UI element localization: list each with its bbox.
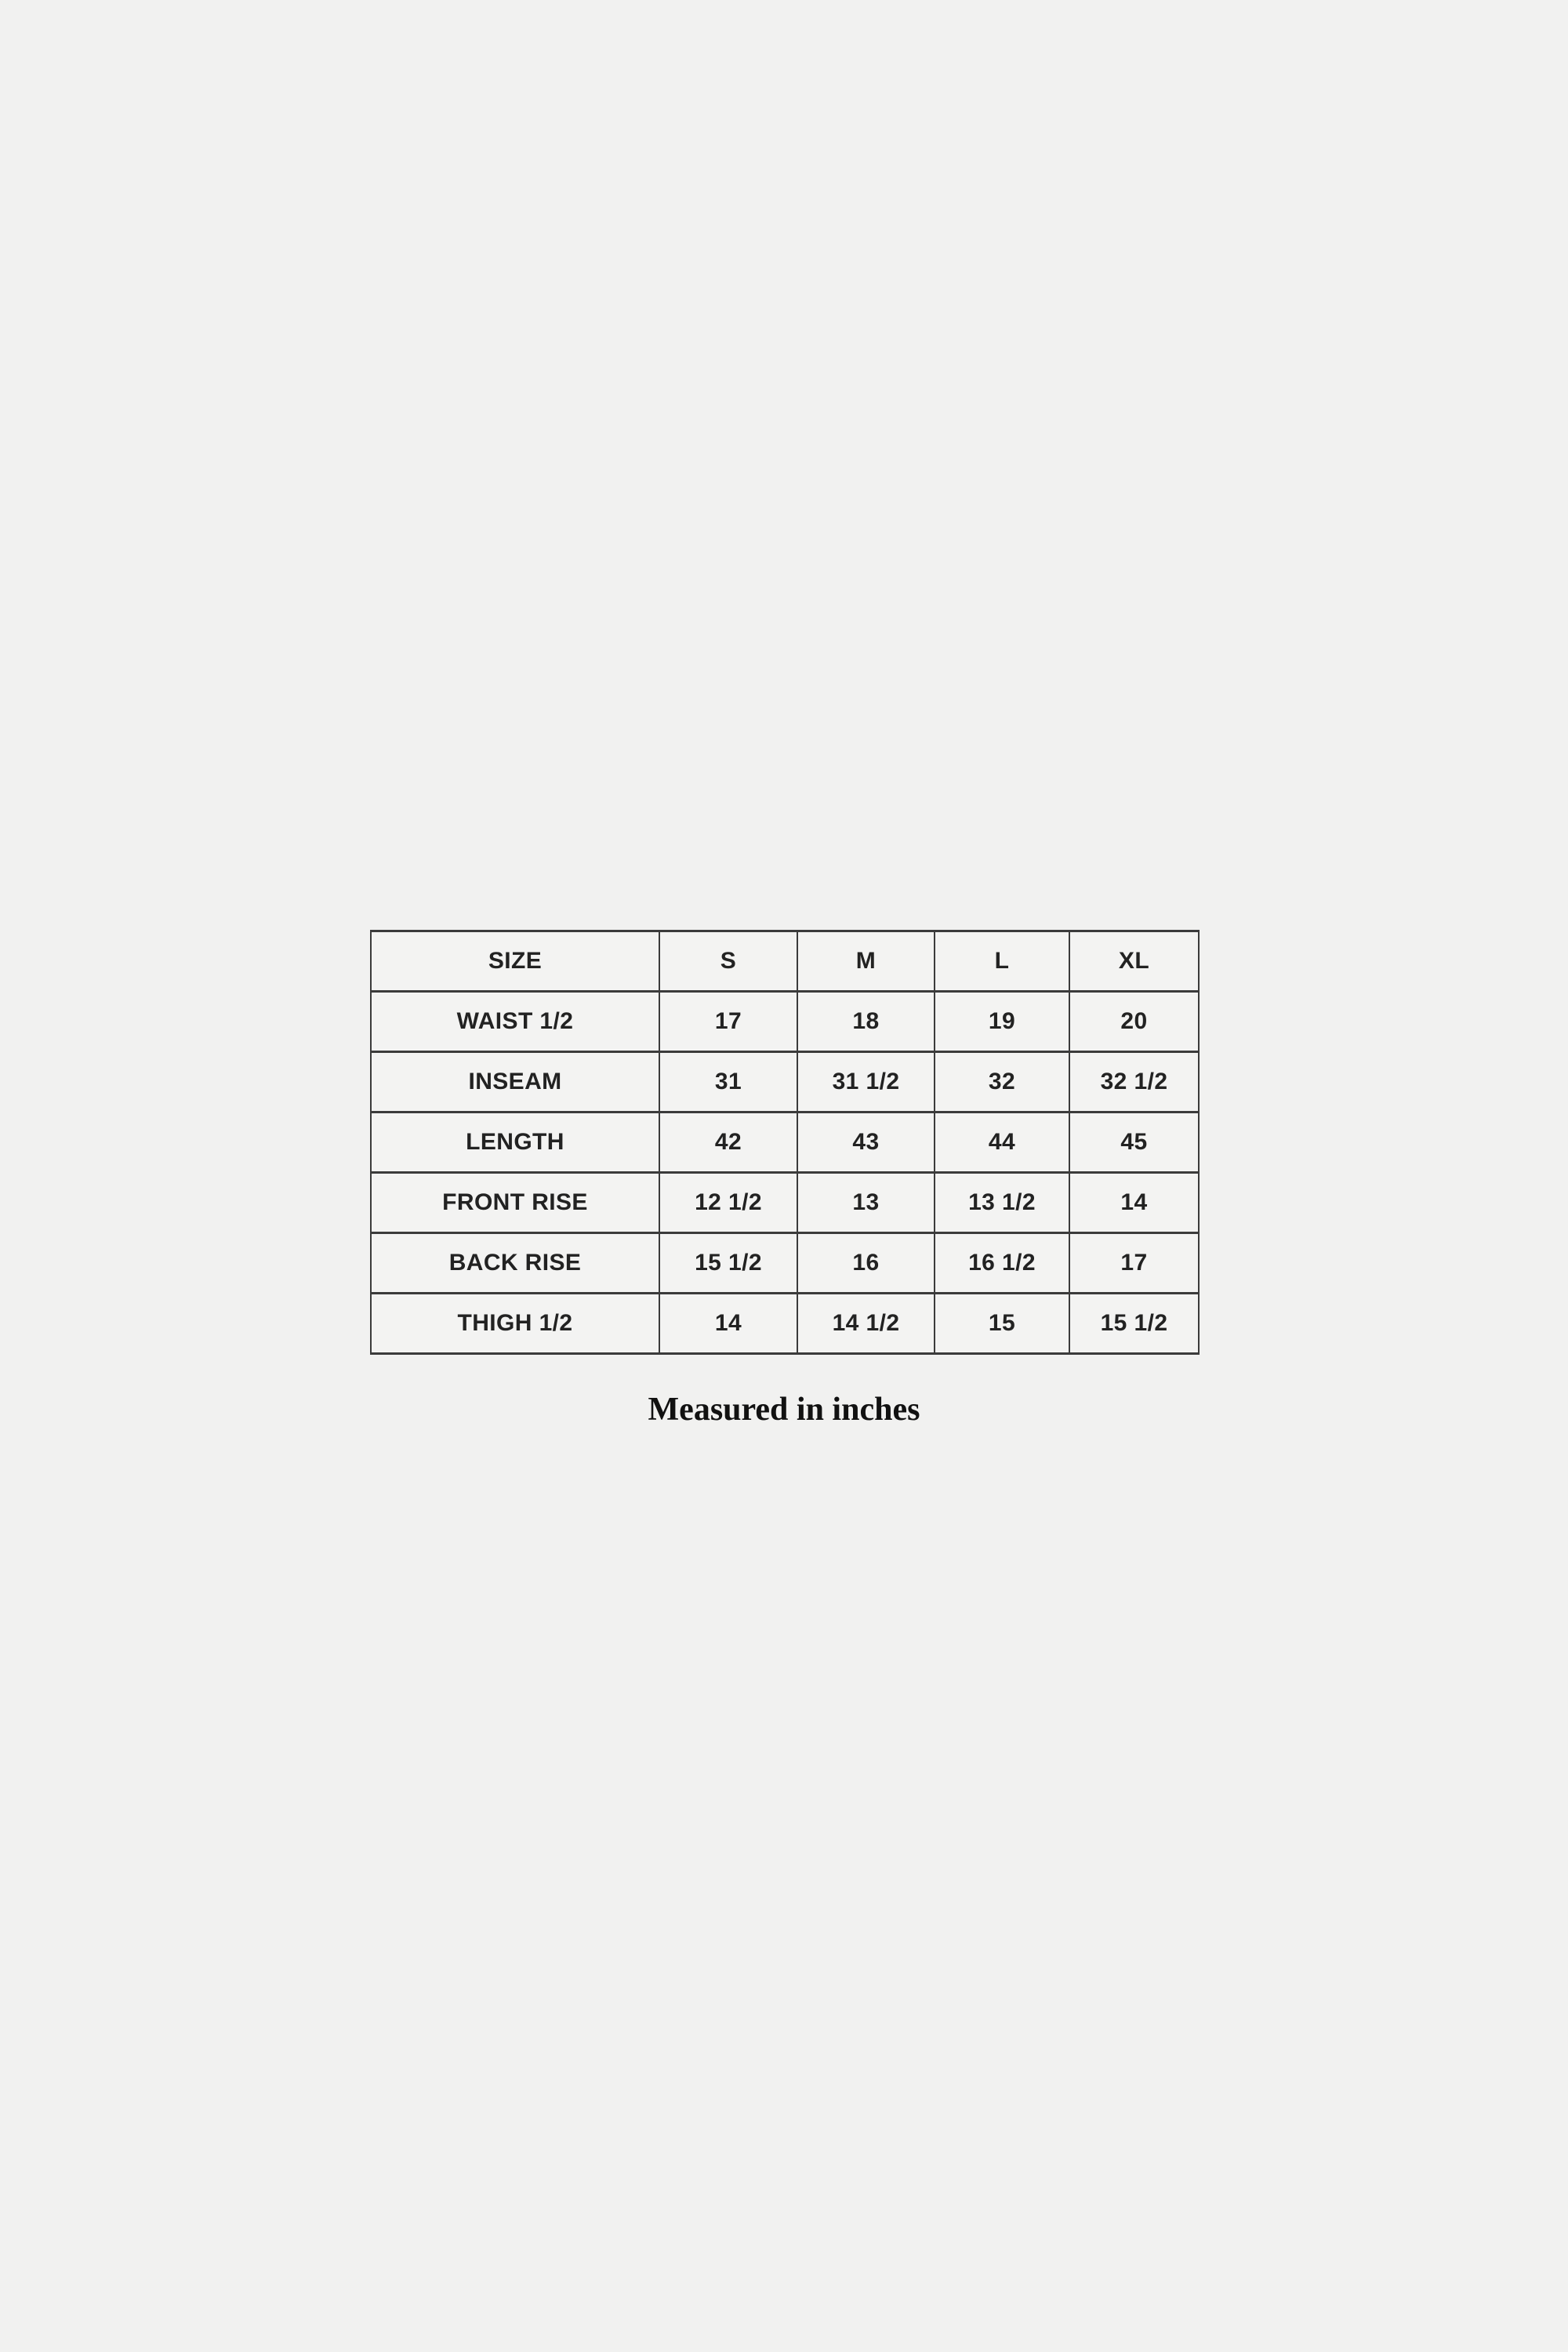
row-label-front-rise: FRONT RISE — [371, 1173, 659, 1233]
units-caption: Measured in inches — [648, 1392, 920, 1428]
size-value-cell: 44 — [935, 1112, 1069, 1173]
table-row-back-rise — [371, 1233, 1199, 1294]
size-value-cell: 13 1/2 — [935, 1173, 1069, 1233]
column-header-size: SIZE — [371, 931, 659, 992]
row-label-back-rise: BACK RISE — [371, 1233, 659, 1294]
header-row — [371, 931, 1199, 992]
column-header-m: M — [797, 931, 935, 992]
size-value-cell: 14 — [659, 1294, 797, 1354]
size-value-cell: 16 1/2 — [935, 1233, 1069, 1294]
size-value-cell: 42 — [659, 1112, 797, 1173]
table-row-thigh — [371, 1294, 1199, 1354]
size-value-cell: 31 — [659, 1052, 797, 1112]
row-label-length: LENGTH — [371, 1112, 659, 1173]
row-label-waist: WAIST 1/2 — [371, 992, 659, 1052]
table-row-front-rise — [371, 1173, 1199, 1233]
table-row-waist — [371, 992, 1199, 1052]
column-header-xl: XL — [1069, 931, 1199, 992]
column-header-s: S — [659, 931, 797, 992]
size-chart-table — [370, 930, 1200, 1355]
size-value-cell: 12 1/2 — [659, 1173, 797, 1233]
size-value-cell: 16 — [797, 1233, 935, 1294]
size-value-cell: 17 — [659, 992, 797, 1052]
size-value-cell: 14 1/2 — [797, 1294, 935, 1354]
size-value-cell: 13 — [797, 1173, 935, 1233]
size-value-cell: 15 1/2 — [659, 1233, 797, 1294]
size-value-cell: 32 — [935, 1052, 1069, 1112]
size-value-cell: 20 — [1069, 992, 1199, 1052]
size-value-cell: 32 1/2 — [1069, 1052, 1199, 1112]
row-label-thigh: THIGH 1/2 — [371, 1294, 659, 1354]
size-value-cell: 18 — [797, 992, 935, 1052]
size-value-cell: 17 — [1069, 1233, 1199, 1294]
table-row-length — [371, 1112, 1199, 1173]
table-row-inseam — [371, 1052, 1199, 1112]
size-value-cell: 45 — [1069, 1112, 1199, 1173]
row-label-inseam: INSEAM — [371, 1052, 659, 1112]
size-value-cell: 19 — [935, 992, 1069, 1052]
size-value-cell: 14 — [1069, 1173, 1199, 1233]
size-value-cell: 15 — [935, 1294, 1069, 1354]
size-value-cell: 43 — [797, 1112, 935, 1173]
column-header-l: L — [935, 931, 1069, 992]
size-value-cell: 31 1/2 — [797, 1052, 935, 1112]
size-value-cell: 15 1/2 — [1069, 1294, 1199, 1354]
